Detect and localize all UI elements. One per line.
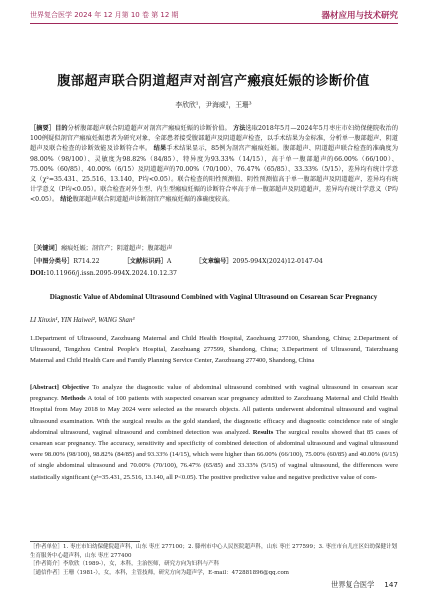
doc-code-value: A	[166, 257, 172, 265]
doi-label: DOI:	[30, 270, 46, 277]
journal-issue: 世界复合医学 2024 年 12 月第 10 卷 第 12 期	[30, 11, 179, 19]
footnote-rule	[30, 541, 140, 542]
abstract-conclusion-label: 结论	[60, 196, 73, 204]
english-authors: LI Xinxin¹, YIN Haiwei², WANG Shan³	[30, 317, 135, 324]
classification-row	[30, 256, 398, 269]
article-number-value: 2095-994X(2024)12-0147-04	[232, 257, 323, 265]
keywords-label: ［关键词］	[30, 245, 61, 252]
page-footer	[331, 580, 398, 590]
running-header	[0, 0, 427, 40]
column-name: 器材应用与技术研究	[321, 11, 398, 21]
keywords-block	[30, 243, 398, 281]
footnotes	[30, 543, 398, 577]
en-objective-label: [Abstract] Objective	[30, 384, 90, 391]
abstract-methods: 选取2018年5月—2024年5月枣庄市妇幼保健院收治的100例疑似剖宫产瘢痕妊娠患者为研究对象，全部患者接受腹部超声及阴道超声检查，以手术结果为金标准，分析单一腹部超声、阴道超声及联合检查的诊断效能及诊断符合率。	[30, 125, 399, 153]
keywords-row	[30, 243, 398, 256]
clc-value: R714.22	[73, 257, 100, 265]
article-title: 腹部超声联合阴道超声对剖宫产瘢痕妊娠的诊断价值	[57, 74, 370, 89]
footnote-author-bio: ［作者简介］李欣欣（1989-），女，本科，主治医师，研究方向为妇科与产科	[30, 561, 220, 568]
abstract-objective-label: ［摘要］目的	[30, 125, 68, 132]
doc-code-label: ［文献标识码］	[123, 257, 167, 265]
clc-label: ［中图分类号］	[30, 257, 74, 265]
en-results: The surgical results showed that 85 cases of cesarean scar pregnancy. The accuracy, sensitivity and specificity of combined detection of abdominal ultrasound and vaginal ultrasound were 98.00% (98/100), 98.82% (84/85) and 93.33% (14/15), which were higher than 66.00% (66/100), 75.00% (60/85) and 40.00% (6/15) of single abdominal ultrasound and 70.00% (70/100), 76.47% (65/85) and 33.33% (5/15) of vaginal ultrasound, the differences were statistically significant (χ²=35.431, 25.516, 13.140, all P<0.05). The positive predictive value and negative predictive value of com-	[30, 428, 398, 481]
abstract-conclusion: 腹部超声联合阴道超声诊断剖宫产瘢痕妊娠的准确度较高。	[72, 196, 234, 204]
footnote-affiliation: ［作者单位］1. 枣庄市妇幼保健院超声科，山东 枣庄 277100；2. 滕州市中心人民医院超声科，山东 枣庄 277599；3. 枣庄市台儿庄区妇幼保健计划生育服务中心超声科，山东 枣庄 277400	[30, 544, 397, 559]
author-list: 李欣欣¹，尹海威²，王珊³	[175, 101, 252, 109]
en-results-label: Results	[252, 428, 274, 436]
affiliations: 1.Department of Ultrasound, Zaozhuang Maternal and Child Health Hospital, Zaozhuang 277100, Shandong, China; 2.Department of Ultrasound, Tengzhou Central People's Hospital, Zaozhuang 277599, Shandong, China; 3.Department of Ultrasound, Taierzhuang Maternal and Child Health Care and Family Planning Service Center, Zaozhuang 277400, Shandong, China	[30, 335, 398, 365]
english-title: Diagnostic Value of Abdominal Ultrasound Combined with Vaginal Ultrasound on Cesarean Scar Pregnancy	[49, 293, 378, 301]
chinese-abstract	[30, 124, 398, 206]
abstract-objective: 分析腹部超声联合阴道超声对剖宫产瘢痕妊娠的诊断价值。	[67, 125, 231, 132]
footer-journal-name: 世界复合医学	[331, 580, 375, 589]
abstract-methods-label: 方法	[232, 125, 246, 132]
page-number: 147	[384, 580, 398, 589]
english-abstract	[30, 382, 398, 483]
en-objective: To analyze the diagnostic value of abdominal ultrasound combined with vaginal ultrasound in cesarean scar pregnancy.	[30, 384, 398, 403]
header-rule	[30, 23, 398, 24]
abstract-results-label: 结果	[153, 145, 167, 153]
abstract-results: 手术结果显示，85例为剖宫产瘢痕妊娠。腹部超声、阴道超声联合检查的准确度为98.00%（98/100）、灵敏度为98.82%（84/85）、特异度为93.33%（14/15），高于单一腹部超声的66.00%（66/100）、75.00%（60/85）、40.00%（6/15）及阴道超声的70.00%（70/100）、76.47%（65/85）、33.33%（5/15），差异均有统计学意义（χ²=35.431、25.516、13.140，P均<0.05）。联合检查的阳性预测值、阴性预测值高于单一腹部超声及阴道超声，差异均有统计学意义（P均<0.05）。联合检查对外生型、内生型瘢痕妊娠的诊断符合率高于单一腹部超声及阴道超声，差异均有统计学意义（P均<0.05）。	[30, 145, 399, 204]
doi-value: 10.11966/j.issn.2095-994X.2024.10.12.37	[45, 270, 177, 277]
doi-row	[30, 268, 398, 281]
en-methods-label: Methods	[61, 395, 86, 403]
article-number-label: ［文章编号］	[195, 257, 233, 265]
footnote-corresponding-author: ［通信作者］王珊（1981-），女，本科，主管技师，研究方向为超声学，E-mail：472881896@qq.com	[30, 569, 289, 576]
en-methods: A total of 100 patients with suspected cesarean scar pregnancy admitted to Zaozhuang Maternal and Child Health Hospital from May 2018 to May 2024 were selected as the research objects. All patients underwent abdominal ultrasound and vaginal ultrasound examination. With the surgical results as the gold standard, the diagnostic efficacy and diagnostic coincidence rate of single abdominal ultrasound, vaginal ultrasound and combined detection was analyzed.	[30, 395, 398, 436]
keywords-value: 瘢痕妊娠；剖宫产；阴道超声；腹部超声	[60, 245, 173, 252]
